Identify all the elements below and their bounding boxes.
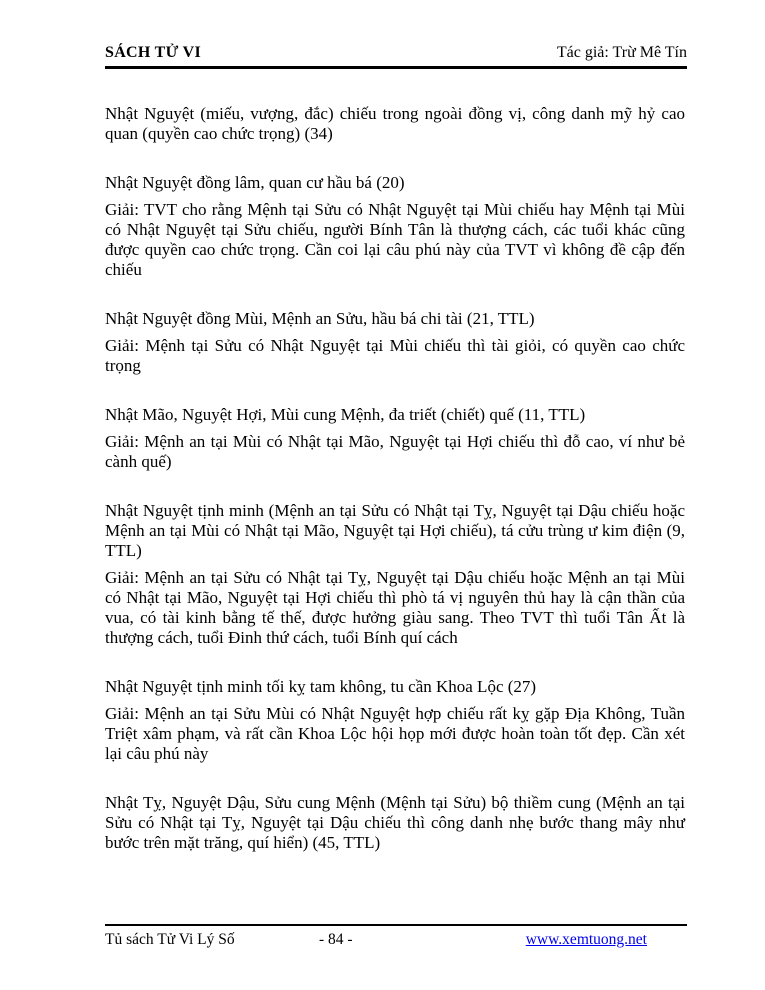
website-link[interactable]: www.xemtuong.net (525, 931, 647, 948)
verse-group (105, 501, 685, 648)
page-header (105, 44, 687, 69)
phu-text: Nhật Nguyệt (miếu, vượng, đắc) chiếu trong ngoài đồng vị, công danh mỹ hỷ cao quan (quyền cao chức trọng) (34) (105, 104, 685, 143)
phu-text: Nhật Nguyệt đồng Mùi, Mệnh an Sửu, hầu bá chi tài (21, TTL) (105, 309, 535, 328)
page-footer (105, 924, 687, 949)
page-body (105, 104, 685, 882)
phu-text: Nhật Mão, Nguyệt Hợi, Mùi cung Mệnh, đa triết (chiết) quế (11, TTL) (105, 405, 586, 424)
author-credit: Tác giả: Trừ Mê Tín (556, 44, 687, 61)
series-title: Tủ sách Tử Vi Lý Số (105, 931, 235, 948)
phu-text: Nhật Nguyệt đồng lâm, quan cư hầu bá (20) (105, 173, 405, 192)
verse-group (105, 104, 685, 144)
verse-group (105, 309, 685, 376)
phu-text: Nhật Tỵ, Nguyệt Dậu, Sửu cung Mệnh (Mệnh tại Sửu) bộ thiềm cung (Mệnh an tại Sửu có Nhật tại Tỵ, Nguyệt tại Dậu chiếu thì công danh nhẹ bước thang mây như bước trên mặt trăng, quí hiển) (45, TTL) (105, 793, 685, 852)
giai-text: Giải: TVT cho rằng Mệnh tại Sửu có Nhật Nguyệt tại Mùi chiếu hay Mệnh tại Mùi có Nhật Nguyệt tại Sửu chiếu, người Bính Tân là thượng cách, các tuổi khác cũng được quyền cao chức trọng. Cần coi lại câu phú này của TVT vì không đề cập đến chiếu (105, 200, 685, 279)
giai-text: Giải: Mệnh an tại Sửu có Nhật tại Tỵ, Nguyệt tại Dậu chiếu hoặc Mệnh an tại Mùi có Nhật tại Mão, Nguyệt tại Hợi chiếu thì phò tá vị nguyên thủ hay là cận thần của vua, có tài kinh bằng tế thế, được hưởng giàu sang. Theo TVT thì tuổi Tân Ất là thượng cách, tuổi Đinh thứ cách, tuổi Bính quí cách (105, 568, 685, 647)
page-number: - 84 - (319, 931, 353, 948)
giai-text: Giải: Mệnh an tại Mùi có Nhật tại Mão, Nguyệt tại Hợi chiếu thì đỗ cao, ví như bẻ cành quế) (105, 432, 685, 471)
verse-group (105, 677, 685, 764)
phu-text: Nhật Nguyệt tịnh minh tối kỵ tam không, tu cần Khoa Lộc (27) (105, 677, 537, 696)
verse-group (105, 173, 685, 280)
giai-text: Giải: Mệnh an tại Sửu Mùi có Nhật Nguyệt hợp chiếu rất kỵ gặp Địa Không, Tuần Triệt xâm phạm, và rất cần Khoa Lộc hội họp mới được hoàn toàn tốt đẹp. Cần xét lại câu phú này (105, 704, 685, 763)
book-title: SÁCH TỬ VI (105, 44, 202, 61)
verse-group (105, 405, 685, 472)
giai-text: Giải: Mệnh tại Sửu có Nhật Nguyệt tại Mùi chiếu thì tài giỏi, có quyền cao chức trọng (105, 336, 685, 375)
verse-group (105, 793, 685, 853)
phu-text: Nhật Nguyệt tịnh minh (Mệnh an tại Sửu có Nhật tại Tỵ, Nguyệt tại Dậu chiếu hoặc Mệnh an tại Mùi có Nhật tại Mão, Nguyệt tại Hợi chiếu), tá cửu trùng ư kim điện (9, TTL) (105, 501, 685, 560)
